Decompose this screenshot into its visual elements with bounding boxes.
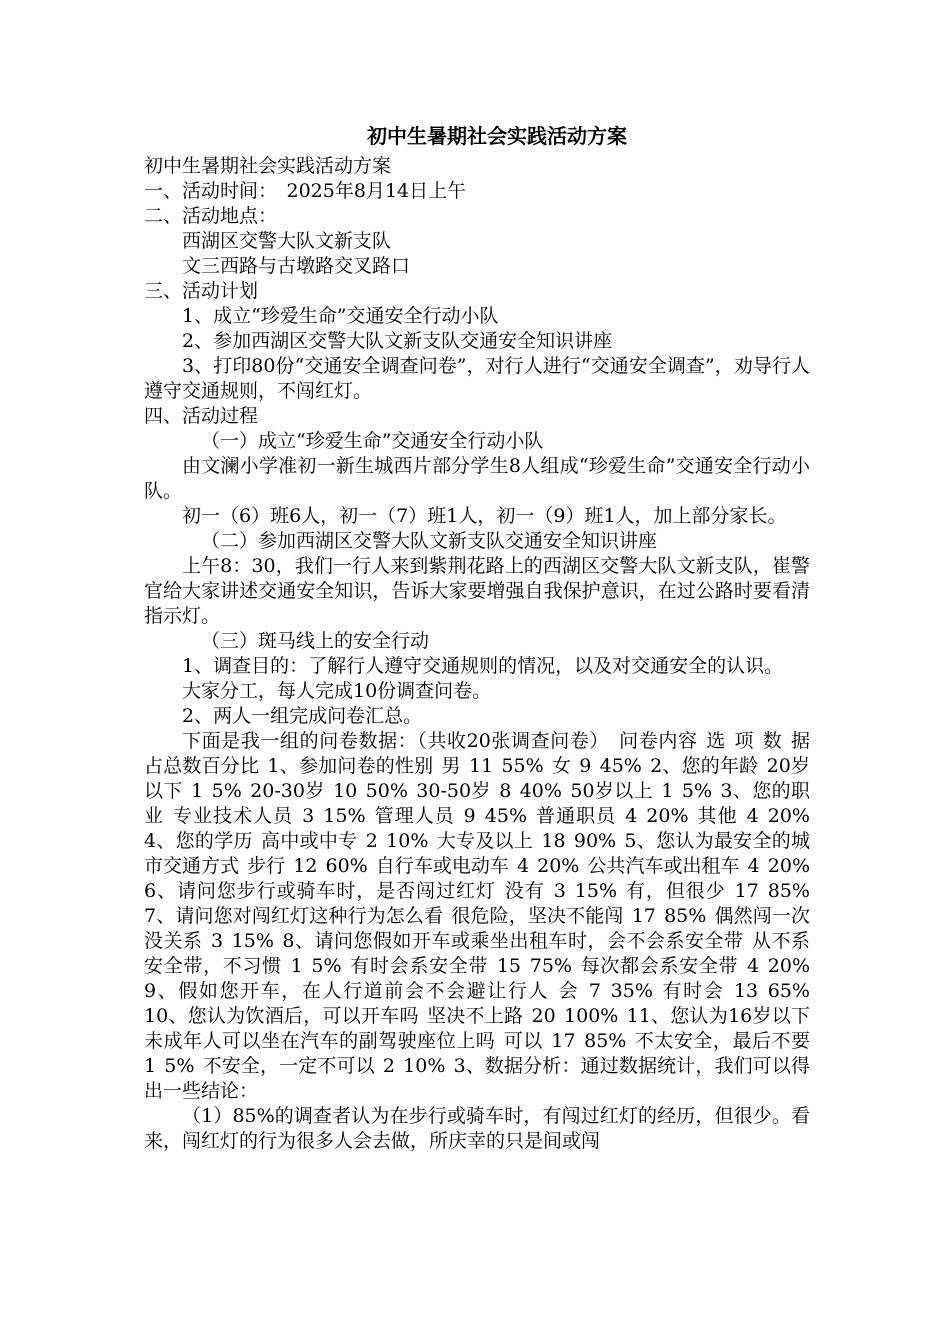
subsection-1-heading: （一）成立“珍爱生命”交通安全行动小队 (201, 430, 544, 452)
paragraph-conclusion-1: （1）85%的调查者认为在步行或骑车时，有闯过红灯的经历，但很少。看来，闯红灯的行为很多人会去做，所庆幸的只是间或闯 (144, 1105, 810, 1152)
paragraph-team-formation: 由文澜小学准初一新生城西片部分学生8人组成“珍爱生命”交通安全行动小队。 (144, 455, 810, 502)
document-subtitle: 初中生暑期社会实践活动方案 (144, 155, 392, 177)
location-line-1: 西湖区交警大队文新支队 (182, 230, 392, 252)
document-title: 初中生暑期社会实践活动方案 (367, 124, 627, 148)
subsection-3-heading: （三）斑马线上的安全行动 (201, 630, 430, 652)
document-page (144, 118, 810, 1154)
section-activity-time: 一、活动时间： 2025年8月14日上午 (144, 180, 467, 202)
paragraph-team-members: 初一（6）班6人，初一（7）班1人，初一（9）班1人，加上部分家长。 (182, 505, 787, 527)
plan-item-1: 1、成立“珍爱生命”交通安全行动小队 (182, 305, 499, 327)
paragraph-survey-purpose: 1、调查目的：了解行人遵守交通规则的情况，以及对交通安全的认识。 (182, 655, 784, 677)
section-activity-location: 二、活动地点： (144, 205, 278, 227)
location-line-2: 文三西路与古墩路交叉路口 (182, 255, 411, 277)
subsection-2-heading: （二）参加西湖区交警大队文新支队交通安全知识讲座 (201, 530, 658, 552)
section-activity-plan: 三、活动计划 (144, 280, 259, 302)
section-activity-process: 四、活动过程 (144, 405, 259, 427)
paragraph-survey-data: 下面是我一组的问卷数据：（共收20张调查问卷） 问卷内容 选 项 数 据 占总数百分比 1、参加问卷的性别 男 11 55% 女 9 45% 2、您的年龄 20岁以下 1 5% 20-30岁 10 50% 30-50岁 8 40% 50岁以上 1 5% 3、您的职业 专业技术人员 3 15% 管理人员 9 45% 普通职员 4 20% 其他 4 20% 4、您的学历 高中或中专 2 10% 大专及以上 18 90% 5、您认为最安全的城市交通方式 步行 12 60% 自行车或电动车 4 20% 公共汽车或出租车 4 20% 6、请问您步行或骑车时，是否闯过红灯 没有 3 15% 有，但很少 17 85% 7、请问您对闯红灯这种行为怎么看 很危险，坚决不能闯 17 85% 偶然闯一次没关系 3 15% 8、请问您假如开车或乘坐出租车时，会不会系安全带 从不系安全带，不习惯 1 5% 有时会系安全带 15 75% 每次都会系安全带 4 20% 9、假如您开车，在人行道前会不会避让行人 会 7 35% 有时会 13 65% 10、您认为饮酒后，可以开车吗 坚决不上路 20 100% 11、您认为16岁以下未成年人可以坐在汽车的副驾驶座位上吗 可以 17 85% 不太安全，最后不要 1 5% 不安全，一定不可以 2 10% 3、数据分析：通过数据统计，我们可以得出一些结论： (144, 730, 810, 1102)
paragraph-lecture: 上午8：30，我们一行人来到紫荆花路上的西湖区交警大队文新支队，崔警官给大家讲述交通安全知识，告诉大家要增强自我保护意识，在过公路时要看清指示灯。 (144, 555, 810, 627)
paragraph-division-of-work: 大家分工，每人完成10份调查问卷。 (182, 680, 492, 702)
paragraph-summary: 2、两人一组完成问卷汇总。 (182, 705, 423, 727)
plan-item-3: 3、打印80份“交通安全调查问卷”，对行人进行“交通安全调查”，劝导行人遵守交通规则，不闯红灯。 (144, 355, 810, 402)
plan-item-2: 2、参加西湖区交警大队文新支队交通安全知识讲座 (182, 330, 613, 352)
